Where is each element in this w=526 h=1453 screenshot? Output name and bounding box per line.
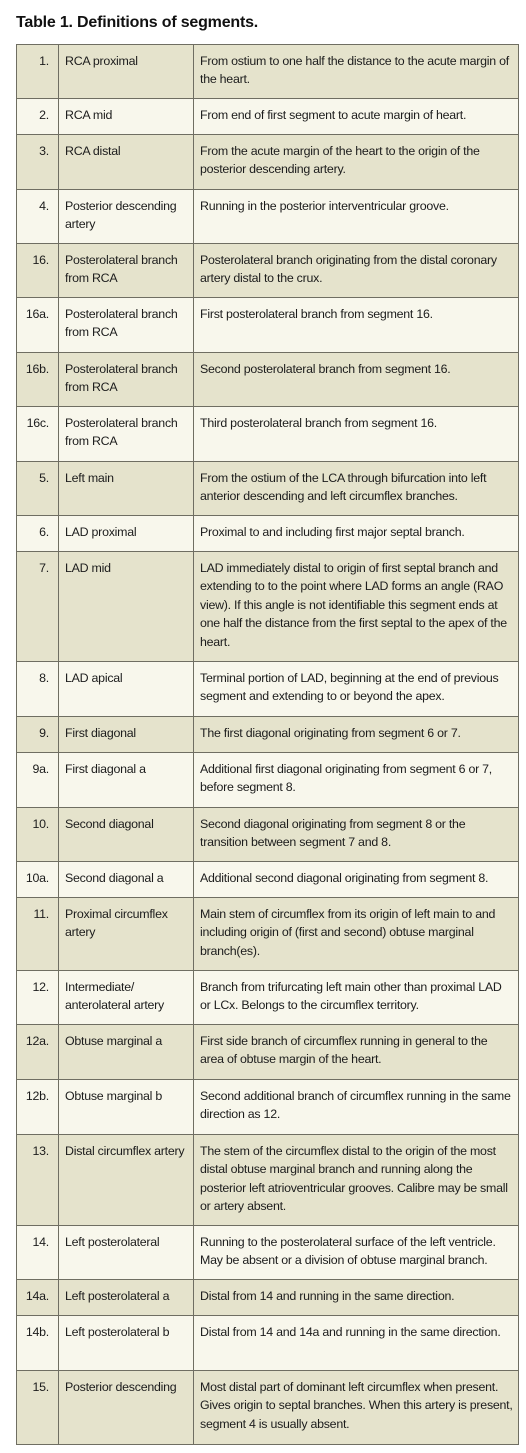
- segment-number-cell: 15.: [17, 1371, 59, 1445]
- table-row: [17, 190, 519, 244]
- segment-number-cell: 11.: [17, 898, 59, 971]
- segment-number-cell: 12a.: [17, 1025, 59, 1080]
- segment-definition-cell: First side branch of circumflex running in general to the area of obtuse margin of the heart.: [194, 1025, 519, 1080]
- segment-definition-cell: Second additional branch of circumflex running in the same direction as 12.: [194, 1080, 519, 1135]
- segment-name-cell: Second diagonal a: [59, 862, 194, 898]
- table-row: [17, 1226, 519, 1280]
- segment-number-cell: 14.: [17, 1226, 59, 1280]
- table-row: [17, 1080, 519, 1135]
- segment-number-cell: 14a.: [17, 1280, 59, 1316]
- table-row: [17, 898, 519, 971]
- segments-table-container: [16, 44, 518, 1445]
- segment-definition-cell: Additional first diagonal originating from segment 6 or 7, before segment 8.: [194, 753, 519, 808]
- segment-number-cell: 14b.: [17, 1316, 59, 1371]
- table-row: [17, 552, 519, 662]
- segment-number-cell: 12.: [17, 971, 59, 1025]
- segment-definition-cell: From ostium to one half the distance to the acute margin of the heart.: [194, 45, 519, 99]
- segment-definition-cell: Main stem of circumflex from its origin of left main to and including origin of (first and second) obtuse marginal branch(es).: [194, 898, 519, 971]
- table-row: [17, 1025, 519, 1080]
- table-row: [17, 298, 519, 353]
- segment-definition-cell: Most distal part of dominant left circumflex when present. Gives origin to septal branches. When this artery is present, segment 4 is usually absent.: [194, 1371, 519, 1445]
- table-row: [17, 753, 519, 808]
- segment-name-cell: Posterolateral branch from RCA: [59, 298, 194, 353]
- table-row: [17, 717, 519, 753]
- segment-name-cell: Proximal circumflex artery: [59, 898, 194, 971]
- table-row: [17, 353, 519, 407]
- segment-number-cell: 2.: [17, 99, 59, 135]
- segment-definition-cell: From the ostium of the LCA through bifurcation into left anterior descending and left circumflex branches.: [194, 462, 519, 516]
- segment-number-cell: 16b.: [17, 353, 59, 407]
- segment-number-cell: 16.: [17, 244, 59, 298]
- segments-table-body: [17, 45, 519, 1445]
- segment-definition-cell: Terminal portion of LAD, beginning at the end of previous segment and extending to or beyond the apex.: [194, 662, 519, 717]
- segment-number-cell: 1.: [17, 45, 59, 99]
- segment-number-cell: 4.: [17, 190, 59, 244]
- segment-definition-cell: Posterolateral branch originating from the distal coronary artery distal to the crux.: [194, 244, 519, 298]
- table-title: Table 1. Definitions of segments.: [16, 14, 259, 31]
- segment-name-cell: Posterior descending: [59, 1371, 194, 1445]
- segment-number-cell: 13.: [17, 1135, 59, 1226]
- segment-number-cell: 7.: [17, 552, 59, 662]
- table-row: [17, 462, 519, 516]
- segment-name-cell: Obtuse marginal a: [59, 1025, 194, 1080]
- table-row: [17, 99, 519, 135]
- segment-number-cell: 16c.: [17, 407, 59, 462]
- table-row: [17, 244, 519, 298]
- segment-definition-cell: First posterolateral branch from segment 16.: [194, 298, 519, 353]
- table-row: [17, 135, 519, 190]
- segment-name-cell: Posterolateral branch from RCA: [59, 407, 194, 462]
- table-row: [17, 1280, 519, 1316]
- segment-number-cell: 8.: [17, 662, 59, 717]
- segment-number-cell: 16a.: [17, 298, 59, 353]
- segment-definition-cell: The first diagonal originating from segment 6 or 7.: [194, 717, 519, 753]
- segment-name-cell: Posterolateral branch from RCA: [59, 353, 194, 407]
- segment-name-cell: First diagonal a: [59, 753, 194, 808]
- segment-definition-cell: Second posterolateral branch from segment 16.: [194, 353, 519, 407]
- table-row: [17, 808, 519, 862]
- segment-name-cell: Left posterolateral b: [59, 1316, 194, 1371]
- segment-name-cell: RCA mid: [59, 99, 194, 135]
- segment-definition-cell: Proximal to and including first major septal branch.: [194, 516, 519, 552]
- table-row: [17, 407, 519, 462]
- table-row: [17, 45, 519, 99]
- segment-number-cell: 6.: [17, 516, 59, 552]
- table-row: [17, 971, 519, 1025]
- segment-name-cell: Obtuse marginal b: [59, 1080, 194, 1135]
- segment-name-cell: Intermediate/ anterolateral artery: [59, 971, 194, 1025]
- segment-name-cell: LAD mid: [59, 552, 194, 662]
- segment-definition-cell: Additional second diagonal originating from segment 8.: [194, 862, 519, 898]
- segment-definition-cell: Second diagonal originating from segment 8 or the transition between segment 7 and 8.: [194, 808, 519, 862]
- segment-name-cell: Distal circumflex artery: [59, 1135, 194, 1226]
- segment-number-cell: 9a.: [17, 753, 59, 808]
- segment-name-cell: Left posterolateral a: [59, 1280, 194, 1316]
- segment-name-cell: Second diagonal: [59, 808, 194, 862]
- segment-number-cell: 9.: [17, 717, 59, 753]
- segment-name-cell: LAD apical: [59, 662, 194, 717]
- table-row: [17, 1135, 519, 1226]
- segment-name-cell: RCA proximal: [59, 45, 194, 99]
- segment-name-cell: Posterior descending artery: [59, 190, 194, 244]
- segment-definition-cell: Branch from trifurcating left main other than proximal LAD or LCx. Belongs to the circumflex territory.: [194, 971, 519, 1025]
- table-row: [17, 516, 519, 552]
- segment-name-cell: First diagonal: [59, 717, 194, 753]
- segment-number-cell: 12b.: [17, 1080, 59, 1135]
- segment-name-cell: LAD proximal: [59, 516, 194, 552]
- segment-name-cell: Posterolateral branch from RCA: [59, 244, 194, 298]
- table-row: [17, 862, 519, 898]
- segment-name-cell: Left posterolateral: [59, 1226, 194, 1280]
- segment-number-cell: 10a.: [17, 862, 59, 898]
- segment-definition-cell: Distal from 14 and running in the same direction.: [194, 1280, 519, 1316]
- segment-number-cell: 10.: [17, 808, 59, 862]
- segment-definition-cell: Third posterolateral branch from segment 16.: [194, 407, 519, 462]
- segment-name-cell: Left main: [59, 462, 194, 516]
- segment-name-cell: RCA distal: [59, 135, 194, 190]
- segment-definition-cell: From the acute margin of the heart to the origin of the posterior descending artery.: [194, 135, 519, 190]
- segment-number-cell: 5.: [17, 462, 59, 516]
- segment-definition-cell: LAD immediately distal to origin of first septal branch and extending to to the point where LAD forms an angle (RAO view). If this angle is not identifiable this segment ends at one half the distance from the first septal to the apex of the heart.: [194, 552, 519, 662]
- segment-definition-cell: Distal from 14 and 14a and running in the same direction.: [194, 1316, 519, 1371]
- segment-definition-cell: From end of first segment to acute margin of heart.: [194, 99, 519, 135]
- segment-definition-cell: The stem of the circumflex distal to the origin of the most distal obtuse marginal branch and running along the posterior left atrioventricular grooves. Calibre may be small or artery absent.: [194, 1135, 519, 1226]
- segment-number-cell: 3.: [17, 135, 59, 190]
- segment-definition-cell: Running in the posterior interventricular groove.: [194, 190, 519, 244]
- table-row: [17, 662, 519, 717]
- segment-definition-cell: Running to the posterolateral surface of the left ventricle. May be absent or a division of obtuse marginal branch.: [194, 1226, 519, 1280]
- table-row: [17, 1316, 519, 1371]
- table-row: [17, 1371, 519, 1445]
- segments-table: [16, 44, 519, 1445]
